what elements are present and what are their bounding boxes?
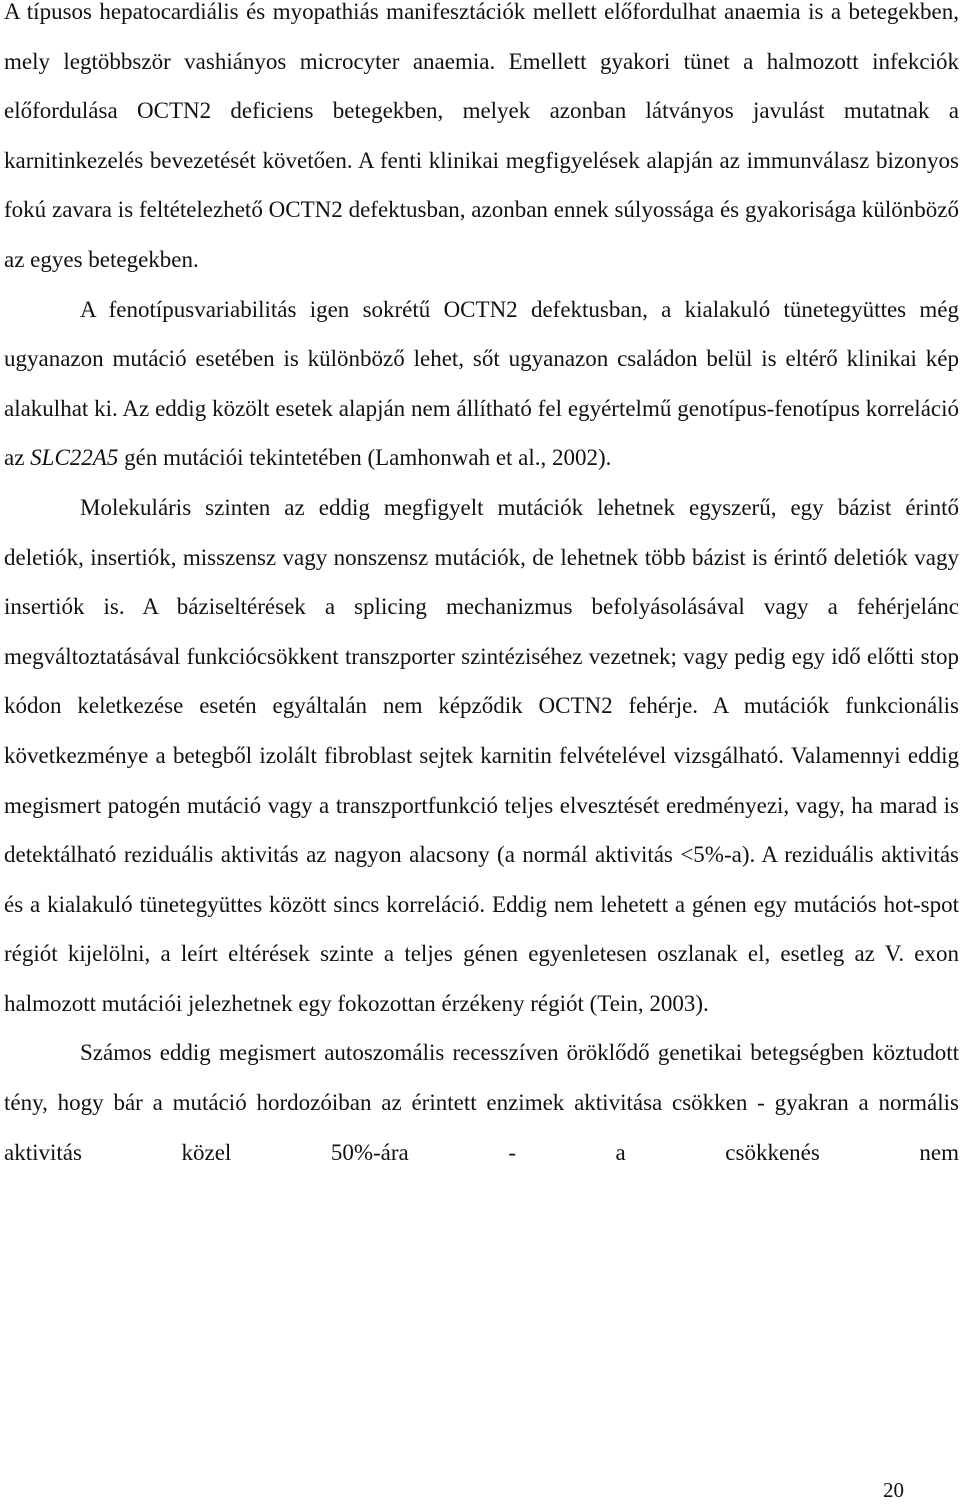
paragraph-3 xyxy=(4,483,959,1029)
gene-name: SLC22A5 xyxy=(30,445,119,471)
paragraph-1: A típusos hepatocardiális és myopathiás manifesztációk mellett előfordulhat anaemia is a betegekben, mely legtöbbször vashiányos microcyter anaemia. Emellett gyakori tünet a halmozott infekciók előfordulása OCTN2 deficiens betegekben, melyek azonban látványos javulást mutatnak a karnitinkezelés bevezetését követően. A fenti klinikai megfigyelések alapján az immunválasz bizonyos fokú zavara is feltételezhető OCTN2 defektusban, azonban ennek súlyossága és gyakorisága különböző az egyes betegekben. xyxy=(4,0,959,272)
paragraph-4 xyxy=(4,1028,959,1177)
paragraph-2 xyxy=(4,285,959,483)
document-body xyxy=(4,0,959,1177)
paragraph-3-text: Molekuláris szinten az eddig megfigyelt mutációk lehetnek egyszerű, egy bázist érintő deletiók, insertiók, misszensz vagy nonszensz mutációk, de lehetnek több bázist is érintő deletiók vagy insertiók is. A báziseltérések a splicing mechanizmus befolyásolásával vagy a fehérjelánc megváltoztatásával funkciócsökkent transzporter szintéziséhez vezetnek; vagy pedig egy idő előtti stop kódon keletkezése esetén egyáltalán nem képződik OCTN2 fehérje. A mutációk funkcionális következménye a betegből izolált fibroblast sejtek karnitin felvételével vizsgálható. Valamennyi eddig megismert patogén mutáció vagy a transzportfunkció teljes elvesztését eredményezi, vagy, ha marad is detektálható reziduális aktivitás az nagyon alacsony (a normál aktivitás <5%-a). A reziduális aktivitás és a kialakuló tünetegyüttes között sincs korreláció. Eddig nem lehetett a génen egy mutációs hot-spot régiót kijelölni, a leírt eltérések szinte a teljes génen egyenletesen oszlanak el, esetleg az V. exon halmozott mutációi jelezhetnek egy fokozottan érzékeny régiót (Tein, 2003). xyxy=(4,494,959,1016)
page-number: 20 xyxy=(883,1478,904,1502)
paragraph-2-text-end: gén mutációi tekintetében (Lamhonwah et al., 2002). xyxy=(118,445,612,471)
paragraph-4-text: Számos eddig megismert autoszomális recesszíven öröklődő genetikai betegségben köztudott tény, hogy bár a mutáció hordozóiban az érintett enzimek aktivitása csökken - gyakran a normális aktivitás közel 50%-ára - a csökkenés nem xyxy=(4,1040,959,1165)
paragraph-2-text-start: A fenotípusvariabilitás igen sokrétű OCTN2 defektusban, a kialakuló tünetegyüttes még ugyanazon mutáció esetében is különböző lehet, sőt ugyanazon családon belül is eltérő klinikai kép alakulhat ki. Az eddig közölt esetek alapján nem állítható fel egyértelmű genotípus-fenotípus korreláció az xyxy=(4,296,959,471)
